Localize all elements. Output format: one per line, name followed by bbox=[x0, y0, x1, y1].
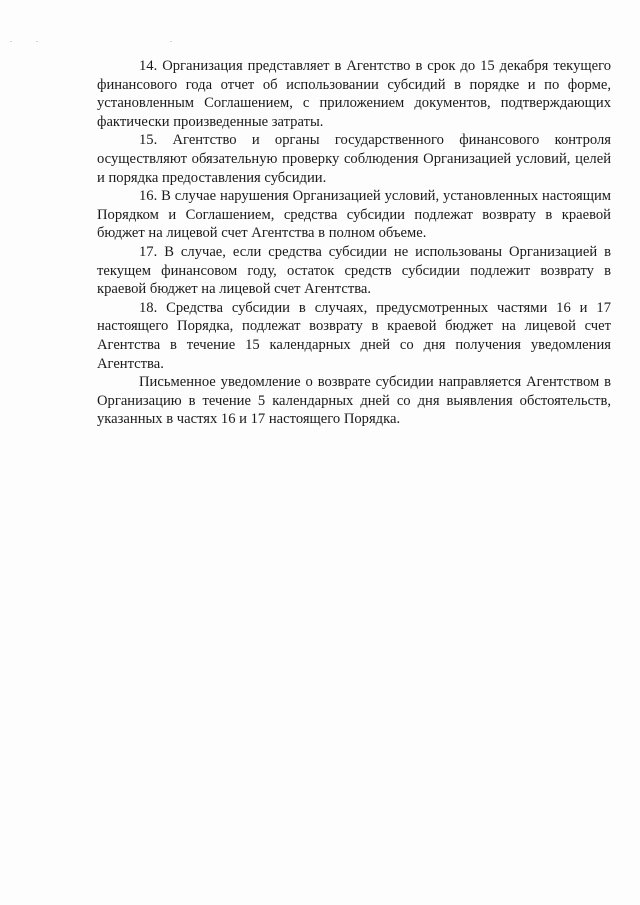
paragraph-16: 16. В случае нарушения Организацией условий, установленных настоящим Порядком и Соглашением, средства субсидии подлежат возврату в краевой бюджет на лицевой счет Агентства в полном объеме. bbox=[97, 188, 611, 242]
scan-artifact: . bbox=[10, 35, 12, 44]
paragraph-14: 14. Организация представляет в Агентство в срок до 15 декабря текущего финансового года отчет об использовании субсидий в порядке и по форме, установленным Соглашением, с приложением документов, подтверждающих фактически произведенные затраты. bbox=[97, 58, 611, 130]
paragraph-18: 18. Средства субсидии в случаях, предусмотренных частями 16 и 17 настоящего Порядка, подлежат возврату в краевой бюджет на лицевой счет Агентства в течение 15 календарных дней со дня получения уведомления Агентства. bbox=[97, 299, 611, 372]
paragraph-notice: Письменное уведомление о возврате субсидии направляется Агентством в Организацию в течение 5 календарных дней со дня выявления обстоятельств, указанных в частях 16 и 17 настоящего Порядка. bbox=[97, 374, 611, 428]
paragraph-15: 15. Агентство и органы государственного финансового контроля осуществляют обязательную проверку соблюдения Организацией условий, целей и порядка предоставления субсидии. bbox=[97, 132, 611, 186]
paragraph-17: 17. В случае, если средства субсидии не использованы Организацией в текущем финансовом году, остаток средств субсидии подлежит возврату в краевой бюджет на лицевой счет Агентства. bbox=[97, 243, 611, 298]
scan-artifact: . bbox=[36, 35, 38, 44]
document-body bbox=[97, 57, 611, 429]
scan-artifact: . bbox=[170, 35, 172, 44]
